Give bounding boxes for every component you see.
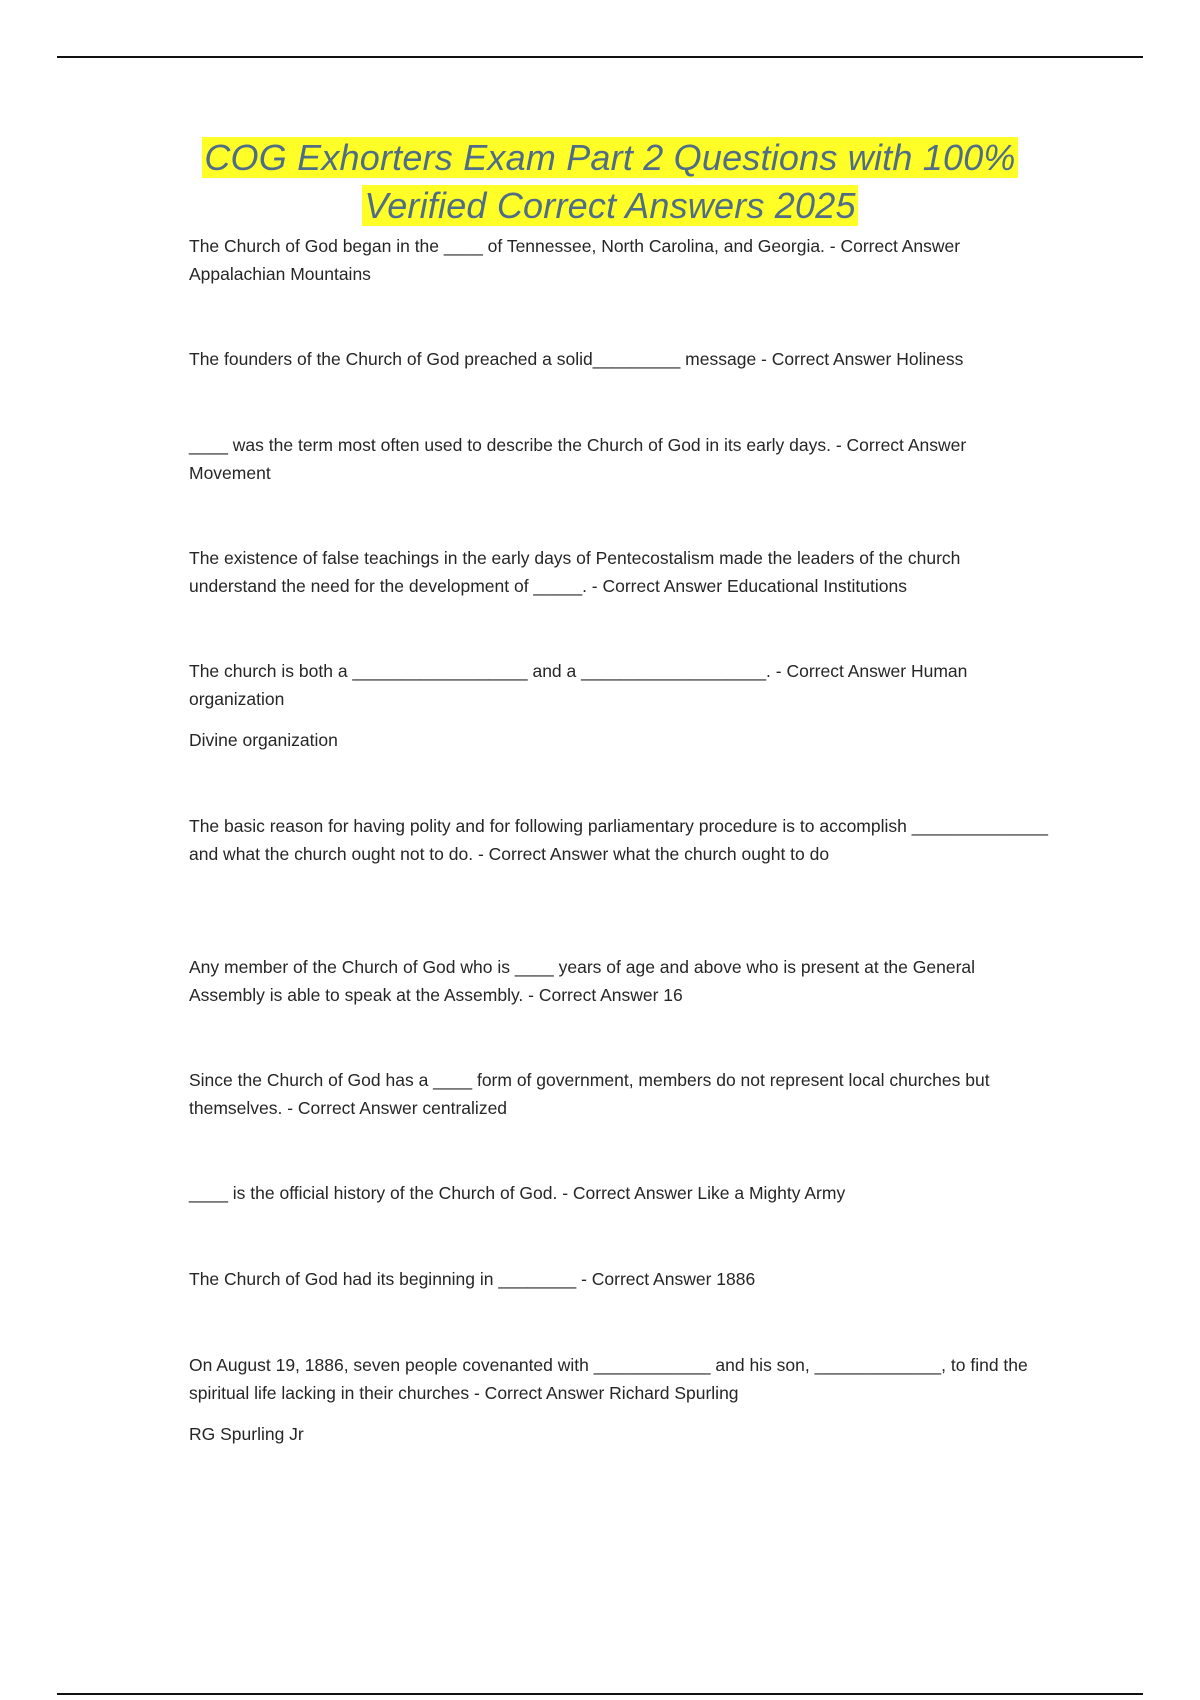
bottom-rule: [57, 1693, 1143, 1695]
qa-item: [189, 1266, 1049, 1294]
qa-item: [189, 1180, 1049, 1208]
qa-item: [189, 658, 1049, 755]
qa-extra-answer: Divine organization: [189, 730, 338, 750]
qa-text: ____ is the official history of the Church of God. - Correct Answer Like a Mighty Army: [189, 1183, 846, 1203]
qa-text: The Church of God had its beginning in ________ - Correct Answer 1886: [189, 1269, 756, 1289]
qa-item: [189, 346, 1049, 374]
qa-item: [189, 813, 1049, 868]
qa-item: [189, 233, 1049, 288]
document-title: [170, 134, 1050, 230]
qa-text: Any member of the Church of God who is ____ years of age and above who is present at the General Assembly is able to speak at the Assembly. - Correct Answer 16: [189, 957, 976, 1005]
qa-text: The basic reason for having polity and for following parliamentary procedure is to accomplish ______________ and what the church ought not to do. - Correct Answer what the church ought to do: [189, 816, 1048, 864]
qa-item: [189, 1352, 1049, 1449]
qa-item: [189, 954, 1049, 1009]
qa-text: Since the Church of God has a ____ form of government, members do not represent local churches but themselves. - Correct Answer centralized: [189, 1070, 990, 1118]
title-line-2: Verified Correct Answers 2025: [364, 185, 856, 226]
title-line-1: COG Exhorters Exam Part 2 Questions with 100%: [204, 137, 1016, 178]
qa-text: The founders of the Church of God preached a solid_________ message - Correct Answer Holiness: [189, 349, 964, 369]
qa-text: The existence of false teachings in the early days of Pentecostalism made the leaders of the church understand the need for the development of _____. - Correct Answer Educational Institutions: [189, 548, 961, 596]
qa-item: [189, 545, 1049, 600]
qa-text: The Church of God began in the ____ of Tennessee, North Carolina, and Georgia. - Correct Answer Appalachian Mountains: [189, 236, 961, 284]
qa-text: The church is both a __________________ and a ___________________. - Correct Answer Human organization: [189, 661, 968, 709]
top-rule: [57, 56, 1143, 58]
qa-item: [189, 1067, 1049, 1122]
qa-item: [189, 432, 1049, 487]
qa-text: On August 19, 1886, seven people covenanted with ____________ and his son, _____________, to find the spiritual life lacking in their churches - Correct Answer Richard Spurling: [189, 1355, 1028, 1403]
qa-text: ____ was the term most often used to describe the Church of God in its early days. - Correct Answer Movement: [189, 435, 967, 483]
qa-extra-answer: RG Spurling Jr: [189, 1424, 304, 1444]
